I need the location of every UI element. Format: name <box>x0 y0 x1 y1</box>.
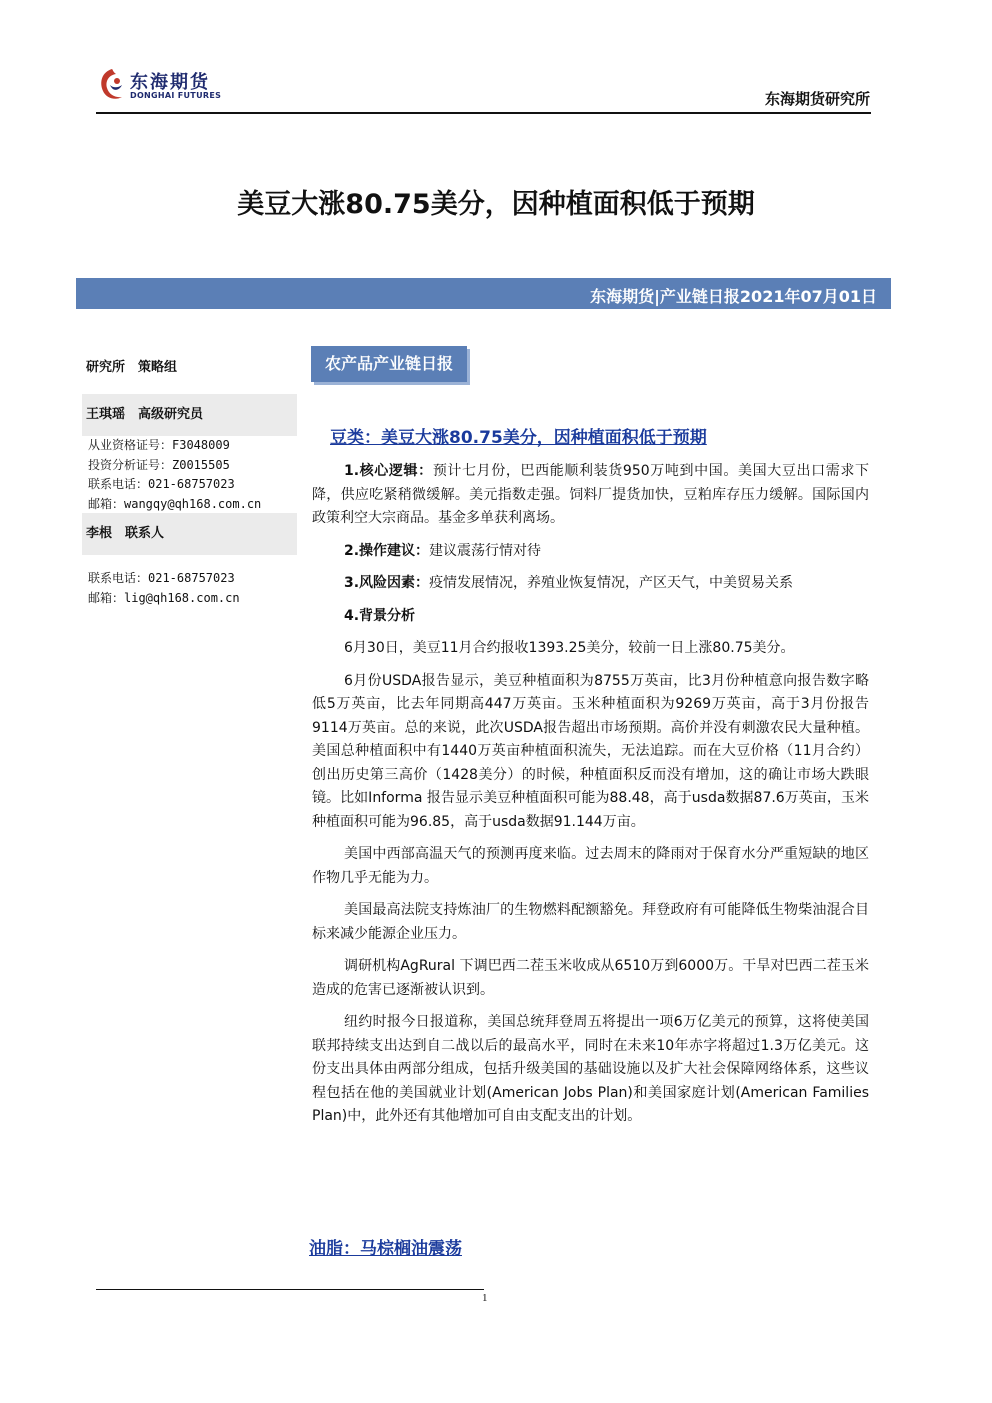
dragon-logo-icon <box>96 66 128 104</box>
background-paragraph-4: 美国最高法院支持炼油厂的生物燃料配额豁免。拜登政府有可能降低生物柴油混合目标来减少能源企业压力。 <box>312 902 869 942</box>
sidebar-analyst-1 <box>82 394 297 514</box>
background-label: 4.背景分析 <box>344 607 416 624</box>
core-logic-text: 预计七月份，巴西能顺利装货950万吨到中国。美国大豆出口需求下降，供应吃紧稍微缓解。美元指数走强。饲料厂提货加快，豆粕库存压力缓解。国际国内政策利空大宗商品。基金多单获利离场。 <box>312 463 869 526</box>
sidebar-dept <box>82 348 297 388</box>
analyst-name-title: 王琪瑶 高级研究员 <box>86 407 204 422</box>
banner-text: 东海期货|产业链日报2021年07月01日 <box>590 287 877 306</box>
background-paragraph-3: 美国中西部高温天气的预测再度来临。过去周末的降雨对于保育水分严重短缺的地区作物几乎无能为力。 <box>312 846 869 886</box>
risk-paragraph <box>312 572 869 596</box>
core-logic-label: 1.核心逻辑： <box>344 463 433 479</box>
sidebar-analyst-2 <box>82 513 297 608</box>
logo-english-name: DONGHAI FUTURES <box>130 91 222 100</box>
oil-section-heading[interactable]: 油脂：马棕榈油震荡 <box>309 1239 462 1259</box>
core-logic-paragraph <box>312 460 869 531</box>
background-paragraph-2: 6月份USDA报告显示，美豆种植面积为8755万英亩，比3月份种植意向报告数字略低5万英亩，比去年同期高447万英亩。玉米种植面积为9269万英亩，高于3月份报告9114万英亩。总的来说，此次USDA报告超出市场预期。高价并没有刺激农民大量种植。美国总种植面积中有1440万英亩种植面积流失，无法追踪。而在大豆价格（11月合约）创出历史第三高价（1428美分）的时候，种植面积反而没有增加，这的确让市场大跌眼镜。比如Informa 报告显示美豆种植面积可能为88.48，高于usda数据87.6万英亩，玉米种植面积可能为96.85，高于usda数据91.144万亩。 <box>312 672 869 830</box>
advice-text: 建议震荡行情对待 <box>429 542 542 559</box>
contact-email[interactable]: 邮箱：lig@qh168.com.cn <box>88 590 240 605</box>
soy-section-heading[interactable]: 豆类：美豆大涨80.75美分，因种植面积低于预期 <box>330 428 707 448</box>
section-tag: 农产品产业链日报 <box>311 346 467 382</box>
department-label: 研究所 策略组 <box>86 360 178 375</box>
soy-section-body <box>312 460 869 1129</box>
risk-label: 3.风险因素： <box>344 575 430 591</box>
advice-label: 2.操作建议： <box>344 542 430 559</box>
analyst-qualification-id: 从业资格证号：F3048009 <box>88 438 230 452</box>
page-number: 1 <box>482 1292 488 1304</box>
risk-text: 疫情发展情况，养殖业恢复情况，产区天气，中美贸易关系 <box>429 575 794 591</box>
date-banner <box>76 278 891 309</box>
background-paragraph-5: 调研机构AgRural 下调巴西二茬玉米收成从6510万到6000万。干旱对巴西二茬玉米造成的危害已逐渐被认识到。 <box>312 958 869 998</box>
logo-chinese-name: 东海期货 <box>130 72 210 93</box>
contact-phone: 联系电话：021-68757023 <box>88 571 235 585</box>
advice-paragraph <box>312 540 869 564</box>
background-paragraph-6: 纽约时报今日报道称，美国总统拜登周五将提出一项6万亿美元的预算，这将使美国联邦持续支出达到自二战以后的最高水平，同时在未来10年赤字将超过1.3万亿美元。这份支出具体由两部分组成，包括升级美国的基础设施以及扩大社会保障网络体系，这些议程包括在他的美国就业计划(American Jobs Plan)和美国家庭计划(American Families Plan)中，此外还有其他增加可自由支配支出的计划。 <box>312 1014 869 1124</box>
report-title: 美豆大涨80.75美分，因种植面积低于预期 <box>237 189 755 220</box>
analyst-investment-id: 投资分析证号：Z0015505 <box>88 457 230 472</box>
header-divider <box>96 112 871 114</box>
analyst-email[interactable]: 邮箱：wangqy@qh168.com.cn <box>88 496 262 511</box>
footer-divider <box>96 1289 484 1290</box>
background-paragraph-1: 6月30日，美豆11月合约报收1393.25美分，较前一日上涨80.75美分。 <box>344 640 795 656</box>
analyst-phone: 联系电话：021-68757023 <box>88 477 235 491</box>
institute-name: 东海期货研究所 <box>764 90 870 108</box>
contact-name-title: 李根 联系人 <box>86 526 165 541</box>
company-logo <box>96 66 236 106</box>
